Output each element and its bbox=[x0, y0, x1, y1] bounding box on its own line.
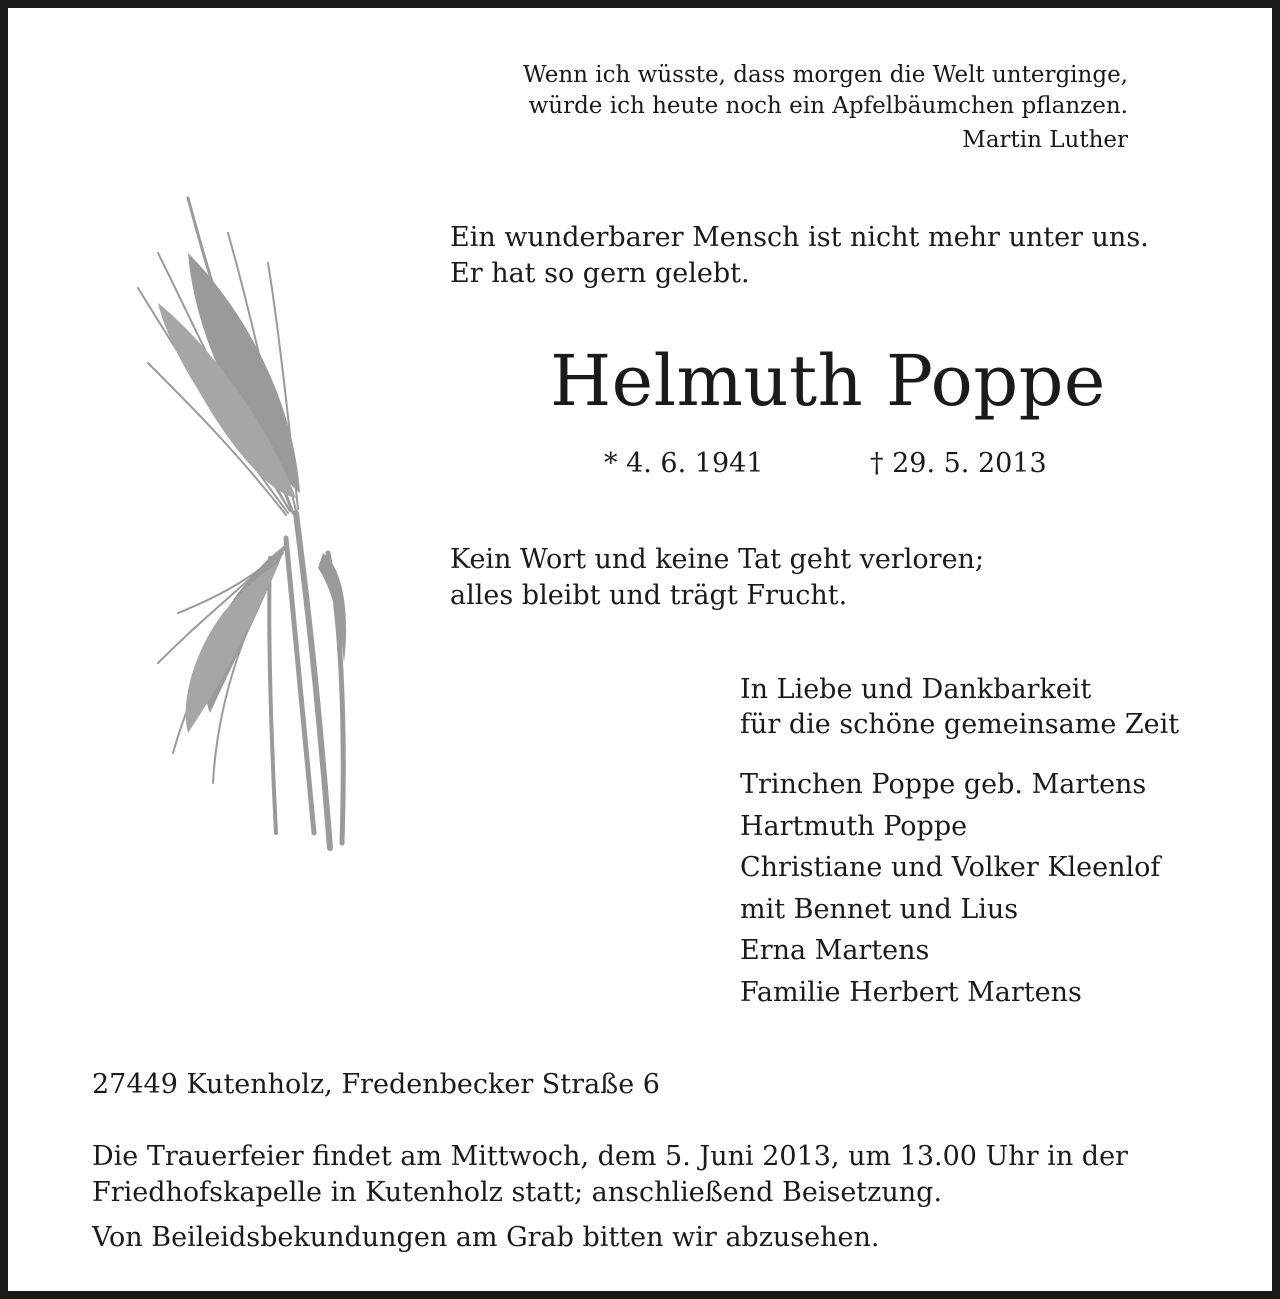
quote-author: Martin Luther bbox=[962, 127, 1128, 153]
dedication-line: In Liebe und Dankbarkeit bbox=[740, 674, 1092, 705]
quote-line: Wenn ich wüsste, dass morgen die Welt unterginge, bbox=[522, 62, 1128, 88]
family-address: 27449 Kutenholz, Fredenbecker Straße 6 bbox=[92, 1069, 660, 1100]
mourner-item: Hartmuth Poppe bbox=[740, 810, 968, 842]
intro-line: Er hat so gern gelebt. bbox=[450, 258, 750, 289]
quote-line: würde ich heute noch ein Apfelbäumchen pflanzen. bbox=[528, 93, 1128, 119]
luther-quote bbox=[308, 60, 1128, 122]
dedication-text bbox=[740, 672, 1179, 742]
mourner-item: Erna Martens bbox=[740, 935, 930, 966]
intro-text bbox=[450, 220, 1149, 292]
mourner-item: mit Bennet und Lius bbox=[740, 893, 1019, 925]
deceased-name: Helmuth Poppe bbox=[550, 340, 1106, 422]
mourner-item: Christiane und Volker Kleenlof bbox=[740, 852, 1161, 883]
mourner-item: Trinchen Poppe geb. Martens bbox=[740, 769, 1147, 800]
mourners-list bbox=[740, 764, 1160, 1013]
intro-line: Ein wunderbarer Mensch ist nicht mehr unter uns. bbox=[450, 222, 1149, 253]
ceremony-line: Die Trauerfeier findet am Mittwoch, dem 5. Juni 2013, um 13.00 Uhr in der bbox=[92, 1141, 1128, 1172]
wheat-ears-icon bbox=[118, 193, 368, 858]
ceremony-info bbox=[92, 1139, 1128, 1211]
mourner-item: Familie Herbert Martens bbox=[740, 976, 1082, 1008]
closing-note: Von Beileidsbekundungen am Grab bitten wir abzusehen. bbox=[92, 1222, 880, 1253]
birth-date: * 4. 6. 1941 bbox=[604, 448, 764, 479]
ceremony-line: Friedhofskapelle in Kutenholz statt; anschließend Beisetzung. bbox=[92, 1177, 943, 1208]
dedication-line: für die schöne gemeinsame Zeit bbox=[740, 709, 1180, 740]
verse-line: Kein Wort und keine Tat geht verloren; bbox=[450, 544, 985, 575]
death-date: † 29. 5. 2013 bbox=[870, 448, 1047, 479]
verse-text bbox=[450, 542, 984, 614]
verse-line: alles bleibt und trägt Frucht. bbox=[450, 580, 848, 611]
